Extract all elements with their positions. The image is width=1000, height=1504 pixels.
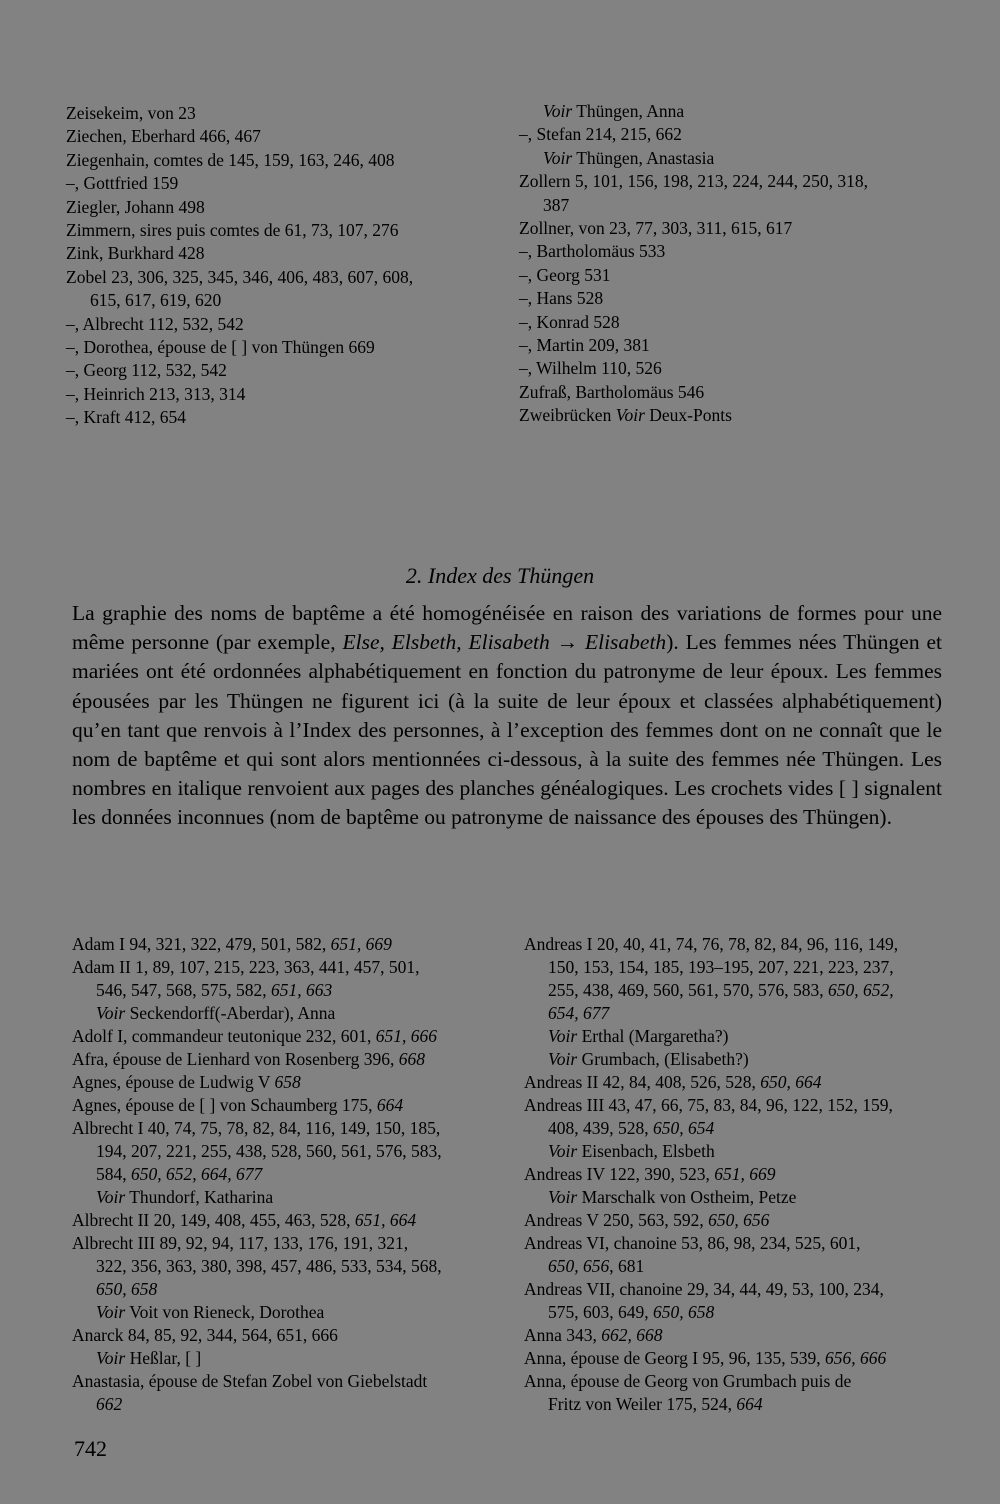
page-number: 742 — [74, 1436, 107, 1461]
italic-text: 650, 656 — [548, 1256, 610, 1276]
text: Adolf I, commandeur teutonique 232, 601, — [72, 1026, 376, 1046]
italic-text: Voir — [96, 1187, 126, 1207]
text: 322, 356, 363, 380, 398, 457, 486, 533, 534, 568, — [96, 1256, 442, 1276]
index-entry — [519, 381, 939, 404]
index-entry — [66, 196, 486, 219]
italic-text: Voir — [548, 1026, 578, 1046]
text: –, Georg 112, 532, 542 — [66, 360, 227, 381]
text: Zeisekeim, von 23 — [66, 103, 196, 123]
text: 150, 153, 154, 185, 193–195, 207, 221, 223, 237, — [548, 957, 894, 977]
text: Afra, épouse de Lienhard von Rosenberg 396, — [72, 1049, 399, 1069]
text: 408, 439, 528, — [548, 1118, 653, 1138]
italic-text: Voir — [548, 1187, 578, 1207]
index-entry — [72, 956, 502, 979]
index-entry — [524, 956, 954, 979]
italic-text: 654, 677 — [548, 1003, 610, 1023]
index-entry — [72, 1140, 502, 1163]
index-entry — [524, 1002, 954, 1025]
text: Thüngen, Anna — [572, 101, 685, 121]
italic-text: 662, 668 — [601, 1325, 663, 1345]
italic-text: 664 — [376, 1095, 404, 1115]
index-entry — [524, 1324, 954, 1347]
index-entry — [524, 1025, 954, 1048]
index-entry — [66, 289, 486, 312]
italic-text: 651, 664 — [354, 1210, 417, 1230]
text: Deux-Ponts — [644, 405, 732, 426]
index-entry — [519, 311, 939, 334]
italic-text: 650, 654 — [653, 1118, 715, 1138]
index-entry — [519, 357, 939, 380]
index-entry — [524, 1048, 954, 1071]
index-entry — [72, 1071, 502, 1094]
text: –, Kraft 412, 654 — [66, 407, 187, 428]
italic-text: 651, 669 — [330, 934, 392, 954]
index-entry — [72, 1393, 502, 1416]
index-entry — [66, 383, 486, 406]
index-entry — [524, 1347, 954, 1370]
index-bottom-right-column — [524, 933, 954, 1416]
italic-text: Voir — [96, 1302, 126, 1322]
index-entry — [519, 240, 939, 263]
text: –, Konrad 528 — [519, 311, 620, 332]
index-entry — [524, 1117, 954, 1140]
italic-text: 668 — [398, 1049, 425, 1069]
text: –, Hans 528 — [519, 288, 604, 309]
index-entry — [72, 1163, 502, 1186]
index-entry — [524, 1209, 954, 1232]
index-entry — [72, 979, 502, 1002]
index-entry — [524, 1094, 954, 1117]
text: –, Martin 209, 381 — [519, 335, 650, 356]
index-entry — [519, 100, 939, 123]
text: Albrecht III 89, 92, 94, 117, 133, 176, 191, 321, — [72, 1233, 409, 1253]
index-entry — [524, 1071, 954, 1094]
text: Thundorf, Katharina — [125, 1187, 274, 1207]
index-entry — [519, 217, 939, 240]
text: Andreas VI, chanoine 53, 86, 98, 234, 525, 601, — [524, 1233, 861, 1253]
index-entry — [519, 170, 939, 193]
text: –, Albrecht 112, 532, 542 — [66, 313, 244, 334]
index-entry — [72, 1025, 502, 1048]
text: –, Gottfried 159 — [66, 173, 179, 194]
index-entry — [66, 313, 486, 336]
index-entry — [72, 1255, 502, 1278]
text: –, Georg 531 — [519, 264, 611, 285]
index-top-left-column — [66, 102, 486, 430]
text: Andreas V 250, 563, 592, — [524, 1210, 709, 1230]
text: Agnes, épouse de [ ] von Schaumberg 175, — [72, 1095, 377, 1115]
index-entry — [519, 404, 939, 427]
index-entry — [66, 359, 486, 382]
italic-text: Voir — [543, 147, 573, 168]
index-top-right-column — [519, 100, 939, 428]
italic-text: 650, 652, — [828, 980, 894, 1000]
italic-text: 651, 669 — [714, 1164, 776, 1184]
text: Anarck 84, 85, 92, 344, 564, 651, 666 — [72, 1325, 338, 1345]
text: Zollern 5, 101, 156, 198, 213, 224, 244, 250, 318, — [519, 171, 869, 192]
italic-text: 650, 656 — [708, 1210, 770, 1230]
text: Grumbach, (Elisabeth?) — [577, 1049, 749, 1069]
text: , 681 — [609, 1256, 645, 1276]
section-title: 2. Index des Thüngen — [405, 563, 595, 588]
italic-text: Voir — [615, 405, 645, 426]
text: Albrecht I 40, 74, 75, 78, 82, 84, 116, 149, 150, 185, — [72, 1118, 441, 1138]
text: –, Bartholomäus 533 — [519, 241, 666, 262]
text: 584, — [96, 1164, 131, 1184]
italic-text: Voir — [543, 101, 573, 121]
index-entry — [519, 194, 939, 217]
text: Seckendorff(-Aberdar), Anna — [125, 1003, 336, 1023]
index-entry — [519, 334, 939, 357]
italic-text: 651, 663 — [271, 980, 333, 1000]
italic-text: Voir — [96, 1348, 126, 1368]
text: 546, 547, 568, 575, 582, — [96, 980, 271, 1000]
text: Anna, épouse de Georg I 95, 96, 135, 539, — [524, 1348, 826, 1368]
text: Fritz von Weiler 175, 524, — [548, 1394, 737, 1414]
text: Thüngen, Anastasia — [572, 147, 715, 168]
text: Erthal (Margaretha?) — [577, 1026, 729, 1046]
italic-text: 650, 664 — [760, 1072, 822, 1092]
text: La graphie des noms de baptême a été homogénéisée en raison des variations de formes pour une même personne (par exemple, — [72, 601, 942, 655]
index-bottom-left-column — [72, 933, 502, 1416]
index-entry — [72, 1002, 502, 1025]
text: Eisenbach, Elsbeth — [577, 1141, 715, 1161]
text: 575, 603, 649, — [548, 1302, 653, 1322]
index-entry — [72, 1324, 502, 1347]
index-entry — [524, 933, 954, 956]
index-entry — [524, 1255, 954, 1278]
index-entry — [66, 149, 486, 172]
text: Andreas I 20, 40, 41, 74, 76, 78, 82, 84, 96, 116, 149, — [524, 934, 899, 954]
index-entry — [524, 1393, 954, 1416]
text: Andreas VII, chanoine 29, 34, 44, 49, 53, 100, 234, — [524, 1279, 884, 1299]
italic-text: 651, 666 — [375, 1026, 438, 1046]
italic-text: Voir — [548, 1141, 578, 1161]
text: Anna, épouse de Georg von Grumbach puis de — [524, 1371, 852, 1391]
text: Zufraß, Bartholomäus 546 — [519, 381, 705, 402]
index-entry — [72, 1117, 502, 1140]
index-entry — [519, 287, 939, 310]
italic-text: 664 — [736, 1394, 763, 1414]
index-entry — [72, 1186, 502, 1209]
index-entry — [72, 1094, 502, 1117]
italic-text: 658 — [274, 1072, 301, 1092]
index-entry — [66, 406, 486, 429]
text: Marschalk von Ostheim, Petze — [577, 1187, 797, 1207]
text: Zobel 23, 306, 325, 345, 346, 406, 483, 607, 608, — [66, 266, 414, 287]
text: Heßlar, [ ] — [125, 1348, 202, 1368]
italic-text: Voir — [548, 1049, 578, 1069]
text: Andreas IV 122, 390, 523, — [524, 1164, 715, 1184]
text: Voit von Rieneck, Dorothea — [125, 1302, 325, 1322]
index-entry — [524, 1301, 954, 1324]
italic-text: 650, 658 — [96, 1279, 158, 1299]
text: Anastasia, épouse de Stefan Zobel von Giebelstadt — [72, 1371, 428, 1391]
index-entry — [524, 1140, 954, 1163]
text: –, Wilhelm 110, 526 — [519, 358, 662, 379]
text: Zink, Burkhard 428 — [66, 243, 205, 264]
text: Zollner, von 23, 77, 303, 311, 615, 617 — [519, 218, 793, 239]
index-entry — [72, 1347, 502, 1370]
text: Zimmern, sires puis comtes de 61, 73, 107, 276 — [66, 220, 399, 241]
text: Zweibrücken — [519, 405, 616, 426]
index-entry — [66, 125, 486, 148]
text: –, Dorothea, épouse de [ ] von Thüngen 669 — [66, 337, 375, 358]
index-entry — [66, 336, 486, 359]
text: 194, 207, 221, 255, 438, 528, 560, 561, 576, 583, — [96, 1141, 442, 1161]
text: Adam I 94, 321, 322, 479, 501, 582, — [72, 934, 331, 954]
italic-text: 656, 666 — [825, 1348, 887, 1368]
index-entry — [519, 123, 939, 146]
text: Ziegenhain, comtes de 145, 159, 163, 246, 408 — [66, 149, 395, 170]
index-entry — [66, 242, 486, 265]
text: 255, 438, 469, 560, 561, 570, 576, 583, — [548, 980, 828, 1000]
index-entry — [524, 979, 954, 1002]
index-entry — [72, 1370, 502, 1393]
index-entry — [66, 102, 486, 125]
intro-paragraph — [72, 599, 942, 833]
index-entry — [72, 933, 502, 956]
index-entry — [524, 1370, 954, 1393]
index-entry — [519, 147, 939, 170]
index-entry — [72, 1209, 502, 1232]
index-entry — [66, 219, 486, 242]
index-entry — [66, 172, 486, 195]
index-entry — [524, 1163, 954, 1186]
text: Andreas III 43, 47, 66, 75, 83, 84, 96, 122, 152, 159, — [524, 1095, 893, 1115]
index-entry — [524, 1232, 954, 1255]
index-entry — [524, 1278, 954, 1301]
text: 387 — [543, 194, 570, 215]
text: Albrecht II 20, 149, 408, 455, 463, 528, — [72, 1210, 355, 1230]
text: Agnes, épouse de Ludwig V — [72, 1072, 275, 1092]
italic-text: 662 — [96, 1394, 123, 1414]
text: Anna 343, — [524, 1325, 602, 1345]
text: Adam II 1, 89, 107, 215, 223, 363, 441, 457, 501, — [72, 957, 420, 977]
text: ). Les femmes nées Thüngen et mariées ont été ordonnées alphabétiquement en fonction du patronyme de leur époux. Les femmes épousées par les Thüngen ne figurent ici (à la suite de leur époux et classées alphabétiquement) qu’en tant que renvois à l’Index des personnes, à l’exception des femmes dont on ne connaît que le nom de baptême et qui sont alors mentionnées ci-dessous, à la suite des femmes née Thüngen. Les nombres en italique renvoient aux pages des planches généalogiques. Les crochets vides [ ] signalent les données inconnues (nom de baptême ou patronyme de naissance des épouses des Thüngen). — [72, 630, 942, 830]
text: Ziegler, Johann 498 — [66, 196, 205, 217]
index-entry — [524, 1186, 954, 1209]
index-entry — [72, 1301, 502, 1324]
italic-text: 650, 658 — [653, 1302, 715, 1322]
index-entry — [519, 264, 939, 287]
index-entry — [66, 266, 486, 289]
italic-text: Else, Elsbeth, Elisabeth → Elisabeth — [342, 630, 667, 655]
index-entry — [72, 1232, 502, 1255]
index-entry — [72, 1278, 502, 1301]
italic-text: Voir — [96, 1003, 126, 1023]
italic-text: 650, 652, 664, 677 — [131, 1164, 263, 1184]
text: –, Stefan 214, 215, 662 — [519, 124, 682, 145]
text: Ziechen, Eberhard 466, 467 — [66, 126, 261, 147]
index-entry — [72, 1048, 502, 1071]
text: –, Heinrich 213, 313, 314 — [66, 383, 246, 404]
text: 615, 617, 619, 620 — [90, 290, 222, 311]
text: Andreas II 42, 84, 408, 526, 528, — [524, 1072, 761, 1092]
